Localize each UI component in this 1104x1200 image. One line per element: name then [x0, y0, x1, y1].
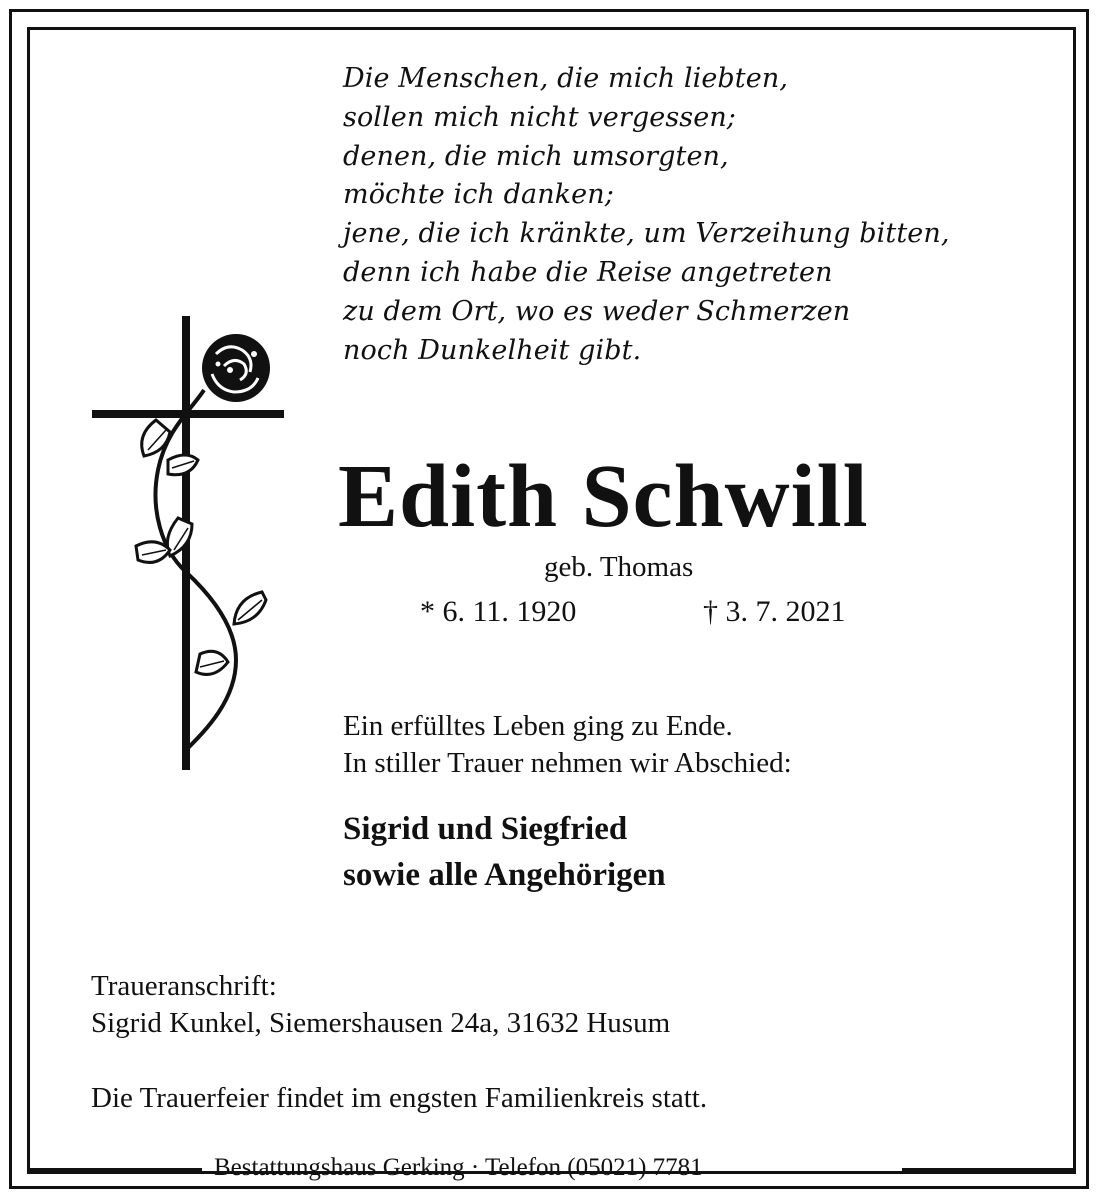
- cross-with-rose-icon: [86, 310, 296, 780]
- message-line: In stiller Trauer nehmen wir Abschied:: [343, 747, 792, 779]
- poem-line: denen, die mich umsorgten,: [343, 140, 729, 172]
- poem: [343, 60, 950, 370]
- farewell-message: [343, 708, 792, 782]
- address-value: Sigrid Kunkel, Siemershausen 24a, 31632 Husum: [91, 1007, 671, 1039]
- footer-rule: [902, 1168, 1073, 1171]
- poem-line: möchte ich danken;: [343, 179, 614, 211]
- deceased-name: Edith Schwill: [338, 447, 869, 546]
- mourners-line: sowie alle Angehörigen: [343, 857, 666, 893]
- mourning-address: [91, 968, 670, 1042]
- death-date: † 3. 7. 2021: [703, 595, 846, 628]
- address-label: Traueranschrift:: [91, 970, 277, 1002]
- poem-line: denn ich habe die Reise angetreten: [343, 256, 833, 288]
- mourners-line: Sigrid und Siegfried: [343, 811, 628, 847]
- poem-line: zu dem Ort, wo es weder Schmerzen: [343, 295, 851, 327]
- poem-line: jene, die ich kränkte, um Verzeihung bitten,: [343, 218, 950, 250]
- birth-date: * 6. 11. 1920: [420, 595, 577, 628]
- ceremony-note: Die Trauerfeier findet im engsten Familienkreis statt.: [91, 1082, 708, 1114]
- poem-line: noch Dunkelheit gibt.: [343, 334, 642, 366]
- poem-line: Die Menschen, die mich liebten,: [343, 63, 789, 94]
- message-line: Ein erfülltes Leben ging zu Ende.: [343, 710, 733, 742]
- footer: [0, 1151, 1104, 1185]
- funeral-home-contact: Bestattungshaus Gerking · Telefon (05021) 7781: [214, 1154, 703, 1181]
- footer-rule: [30, 1168, 202, 1171]
- poem-line: sollen mich nicht vergessen;: [343, 101, 737, 133]
- birth-name: geb. Thomas: [544, 551, 694, 583]
- mourners: [343, 806, 666, 898]
